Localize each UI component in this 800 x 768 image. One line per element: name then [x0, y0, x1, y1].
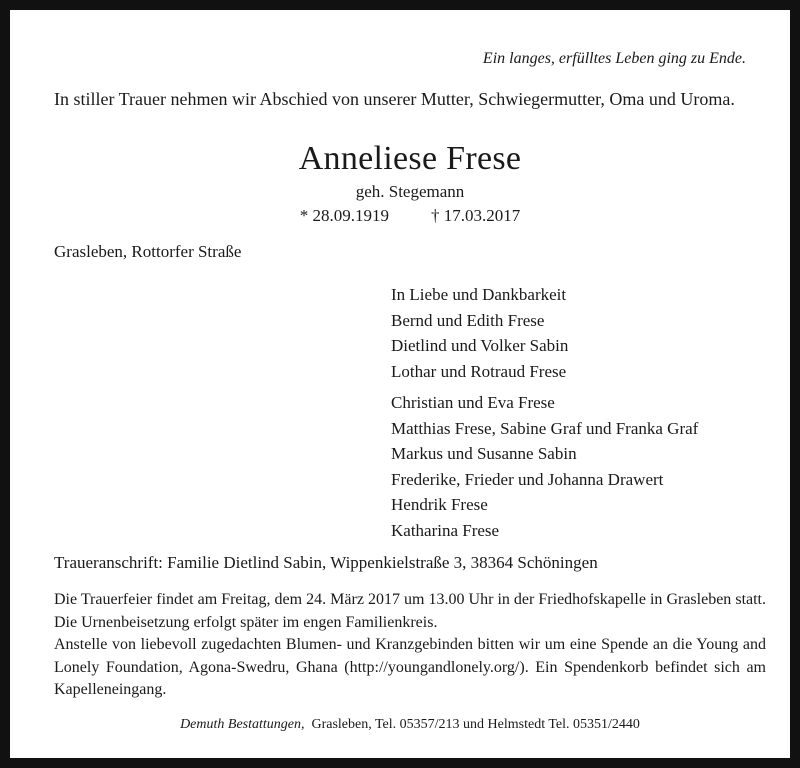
mourner-entry: Bernd und Edith Frese	[391, 310, 545, 330]
mourner-entry: Christian und Eva Frese	[391, 393, 555, 412]
death-date: † 17.03.2017	[431, 206, 521, 225]
mourner-entry: Markus und Susanne Sabin	[391, 444, 577, 463]
funeral-home-name: Demuth Bestattungen,	[180, 717, 305, 732]
mourner-entry: Lothar und Rotraud Frese	[391, 361, 567, 381]
service-info: Die Trauerfeier findet am Freitag, dem 24. März 2017 um 13.00 Uhr in der Friedhofskapelle in Grasleben statt. Die Urnenbeisetzung erfolgt später im engen Familienkreis.	[54, 591, 766, 631]
mourners-list	[391, 282, 698, 543]
funeral-home-footer	[10, 717, 800, 733]
maiden-name: geh. Stegemann	[355, 182, 465, 201]
service-notice	[54, 589, 766, 702]
intro-text: In stiller Trauer nehmen wir Abschied von unserer Mutter, Schwiegermutter, Oma und Uroma.	[54, 89, 735, 109]
deceased-name: Anneliese Frese	[298, 140, 522, 177]
mourner-entry: Hendrik Frese	[391, 495, 488, 514]
mourner-entry: Matthias Frese, Sabine Graf und Franka Graf	[391, 418, 699, 438]
funeral-home-contact: Grasleben, Tel. 05357/213 und Helmstedt Tel. 05351/2440	[311, 717, 640, 732]
mourner-entry: Dietlind und Volker Sabin	[391, 336, 569, 355]
mourner-entry: Katharina Frese	[391, 520, 500, 540]
motto: Ein langes, erfülltes Leben ging zu Ende.	[482, 50, 746, 67]
mourner-entry: Frederike, Frieder und Johanna Drawert	[391, 469, 664, 489]
life-dates	[10, 206, 800, 226]
mourning-address: Traueranschrift: Familie Dietlind Sabin, Wippenkielstraße 3, 38364 Schöningen	[54, 553, 598, 572]
residence: Grasleben, Rottorfer Straße	[54, 242, 242, 261]
mourners-heading: In Liebe und Dankbarkeit	[391, 285, 567, 304]
donation-info: Anstelle von liebevoll zugedachten Blumen- und Kranzgebinden bitten wir um eine Spende an die Young and Lonely Foundation, Agona-Swedru, Ghana (http://youngandlonely.org/). Ein Spendenkorb befindet sich am Kapelleneingang.	[54, 636, 766, 698]
birth-date: * 28.09.1919	[299, 206, 389, 225]
